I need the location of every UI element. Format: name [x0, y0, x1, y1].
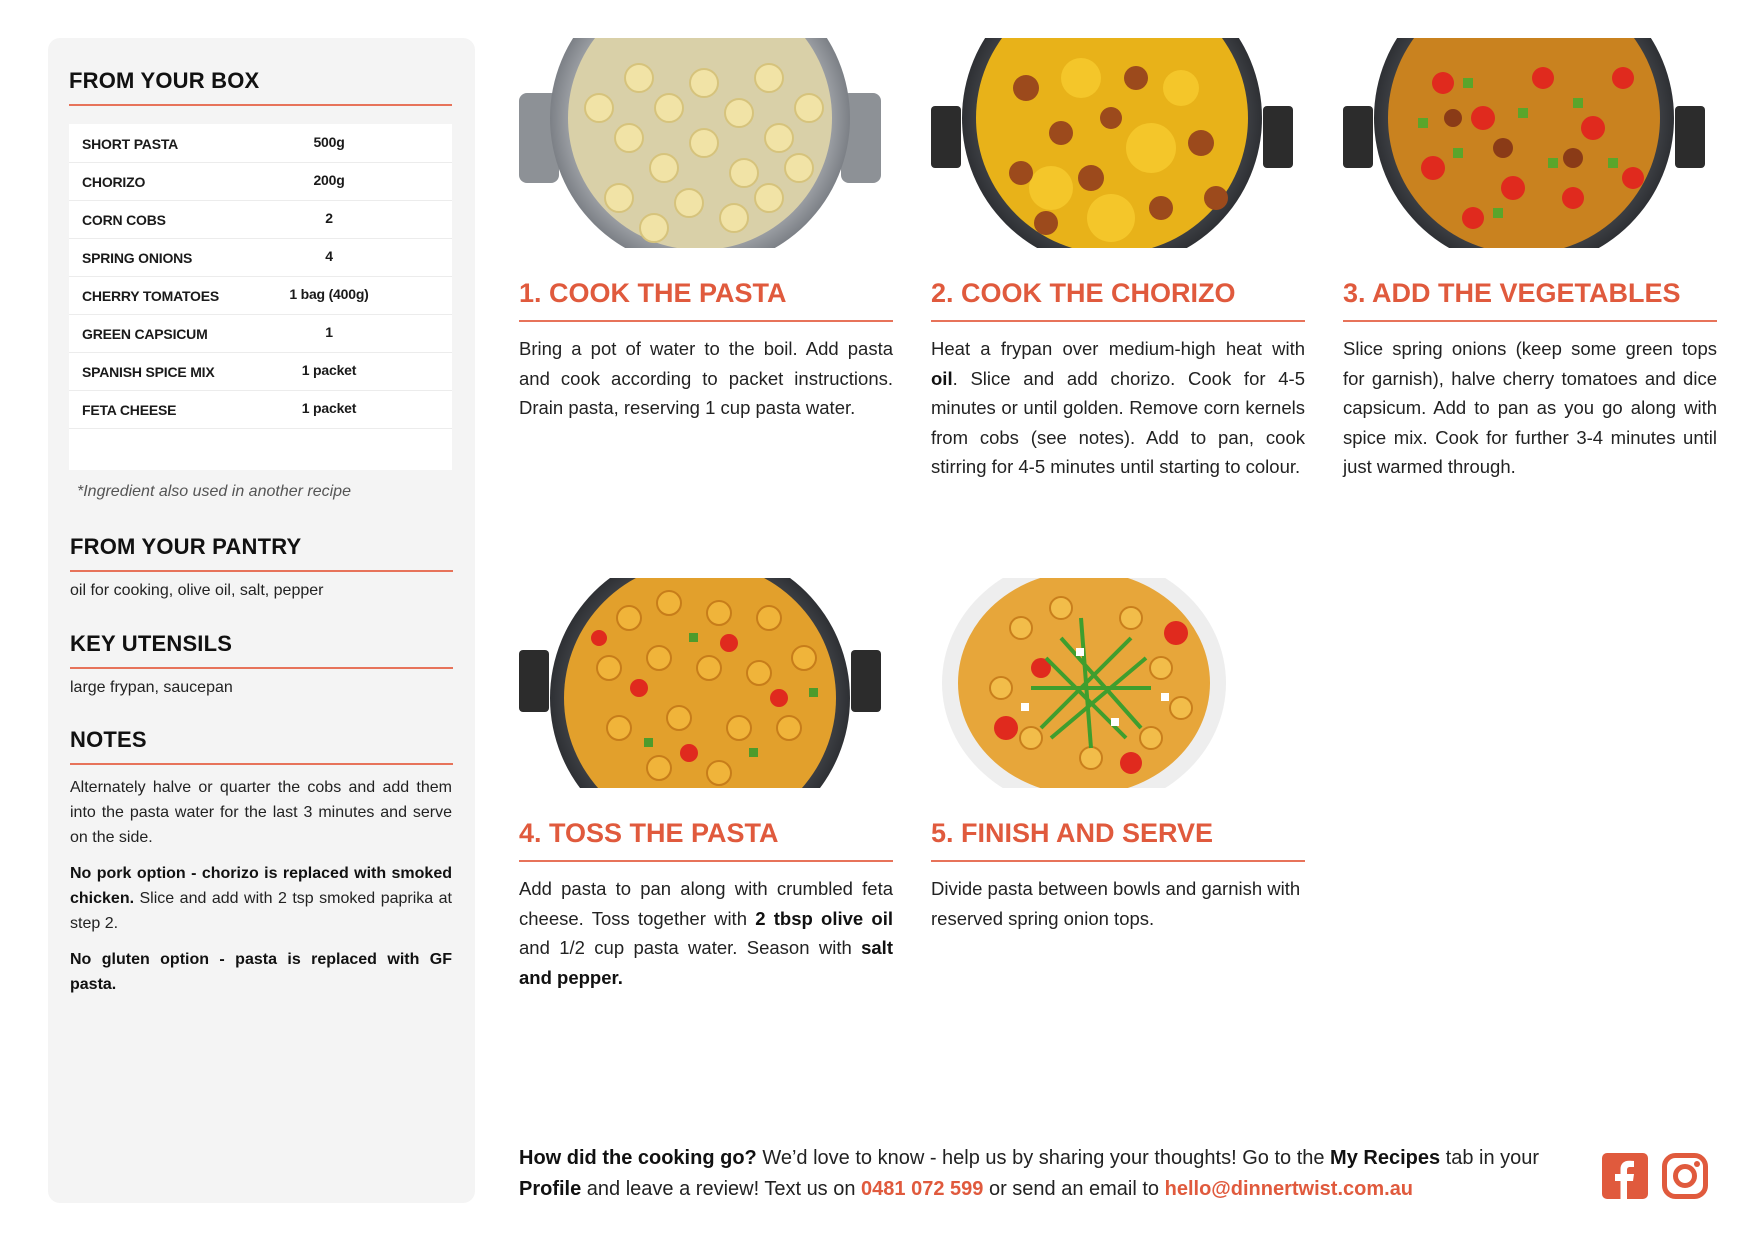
profile-link[interactable]: Profile: [519, 1178, 582, 1200]
table-row: [69, 352, 452, 391]
email-link[interactable]: hello@dinnertwist.com.au: [1164, 1178, 1414, 1200]
title-underline: [931, 860, 1305, 862]
step-body: [931, 874, 1305, 933]
step-bold: salt and pepper.: [519, 937, 893, 988]
ingredient-name: CHORIZO: [82, 174, 146, 190]
footer-text: and leave a review! Text us on: [581, 1178, 862, 1200]
table-row: [69, 314, 452, 353]
step-title: 5. FINISH AND SERVE: [931, 818, 1214, 848]
step-body: [519, 874, 893, 992]
title-underline: [931, 320, 1305, 322]
title-underline: [70, 763, 453, 765]
step-5: [931, 578, 1306, 998]
footer-text: or send an email to: [983, 1178, 1165, 1200]
ingredient-qty: 200g: [313, 172, 345, 188]
sidebar: [48, 38, 475, 1203]
step-text: Divide pasta between bowls and garnish with reserved spring onion tops.: [931, 878, 1301, 929]
from-your-box-title: FROM YOUR BOX: [69, 68, 260, 93]
step-body: [519, 334, 893, 423]
ingredient-qty: 1 packet: [301, 362, 357, 378]
ingredient-name: SPANISH SPICE MIX: [82, 364, 215, 380]
step-body: [931, 334, 1305, 482]
table-row: [69, 238, 452, 277]
table-row: [69, 390, 452, 429]
ingredient-qty: 1 packet: [301, 400, 357, 416]
utensils-title: KEY UTENSILS: [70, 631, 233, 656]
step-5-image: [931, 578, 1293, 788]
step-text: . Slice and add chorizo. Cook for 4-5 minutes or until golden. Remove corn kernels from cobs (see notes). Add to pan, cook stirring for 4-5 minutes until starting to colour.: [931, 367, 1305, 477]
step-text: Add pasta to pan along with crumbled feta cheese. Toss together with: [519, 878, 893, 929]
ingredients-table: [69, 124, 452, 470]
feedback-footer: [519, 1143, 1579, 1205]
step-text: Heat a frypan over medium-high heat with: [931, 338, 1305, 359]
instagram-icon[interactable]: [1662, 1153, 1708, 1199]
ingredient-name: SHORT PASTA: [82, 136, 179, 152]
step-text: and 1/2 cup pasta water. Season with: [519, 937, 862, 958]
title-underline: [70, 570, 453, 572]
ingredient-name: CHERRY TOMATOES: [82, 288, 220, 304]
title-underline: [519, 860, 893, 862]
table-row: [69, 124, 452, 163]
footer-text: tab in your: [1440, 1147, 1540, 1169]
notes-body: [70, 775, 452, 1008]
step-title: 3. ADD THE VEGETABLES: [1343, 278, 1681, 308]
step-body: [1343, 334, 1717, 482]
step-bold: 2 tbsp olive oil: [755, 907, 893, 929]
title-underline: [69, 104, 452, 106]
note-paragraph: Alternately halve or quarter the cobs and add them into the pasta water for the last 3 minutes and serve on the side.: [70, 779, 452, 846]
table-row: [69, 276, 452, 315]
step-3: [1343, 38, 1718, 477]
title-underline: [1343, 320, 1717, 322]
note-paragraph: [70, 947, 452, 997]
step-title: 4. TOSS THE PASTA: [519, 818, 779, 848]
step-title: 2. COOK THE CHORIZO: [931, 278, 1236, 308]
phone-link[interactable]: 0481 072 599: [861, 1178, 984, 1200]
table-row: [69, 200, 452, 239]
note-bold: No pork option - chorizo is replaced with smoked chicken.: [70, 865, 452, 907]
my-recipes-link[interactable]: My Recipes: [1330, 1147, 1441, 1169]
title-underline: [519, 320, 893, 322]
step-text: Bring a pot of water to the boil. Add pasta and cook according to packet instructions. Drain pasta, reserving 1 cup pasta water.: [519, 338, 893, 418]
step-bold: oil: [931, 367, 953, 389]
utensils-text: large frypan, saucepan: [70, 679, 233, 696]
ingredient-qty: 2: [325, 210, 333, 226]
notes-title: NOTES: [70, 727, 147, 752]
ingredient-name: SPRING ONIONS: [82, 250, 193, 266]
note-text: Slice and add with 2 tsp smoked paprika at step 2.: [70, 890, 452, 932]
ingredient-name: GREEN CAPSICUM: [82, 326, 208, 342]
ingredient-name: CORN COBS: [82, 212, 166, 228]
pantry-text: oil for cooking, olive oil, salt, pepper: [70, 582, 324, 599]
pantry-title: FROM YOUR PANTRY: [70, 534, 302, 559]
step-3-image: [1343, 38, 1705, 248]
note-paragraph: [70, 861, 452, 936]
table-row: [69, 162, 452, 201]
step-2-image: [931, 38, 1293, 248]
note-bold: No gluten option - pasta is replaced with GF pasta.: [70, 951, 452, 993]
ingredient-name: FETA CHEESE: [82, 402, 177, 418]
ingredient-qty: 4: [325, 248, 333, 264]
ingredient-qty: 500g: [313, 134, 345, 150]
footnote: *Ingredient also used in another recipe: [77, 483, 351, 500]
footer-question: How did the cooking go?: [519, 1147, 757, 1169]
title-underline: [70, 667, 453, 669]
step-title: 1. COOK THE PASTA: [519, 278, 787, 308]
step-text: Slice spring onions (keep some green tops for garnish), halve cherry tomatoes and dice capsicum. Add to pan as you go along with spice mix. Cook for further 3-4 minutes until just warmed through.: [1343, 338, 1717, 477]
step-1-image: [519, 38, 881, 248]
step-1: [519, 38, 894, 458]
footer-text: We’d love to know - help us by sharing your thoughts! Go to the: [756, 1147, 1331, 1169]
step-2: [931, 38, 1306, 478]
step-4: [519, 578, 894, 998]
ingredient-qty: 1: [325, 324, 333, 340]
ingredient-qty: 1 bag (400g): [289, 286, 369, 302]
facebook-icon[interactable]: [1602, 1153, 1648, 1199]
step-4-image: [519, 578, 881, 788]
